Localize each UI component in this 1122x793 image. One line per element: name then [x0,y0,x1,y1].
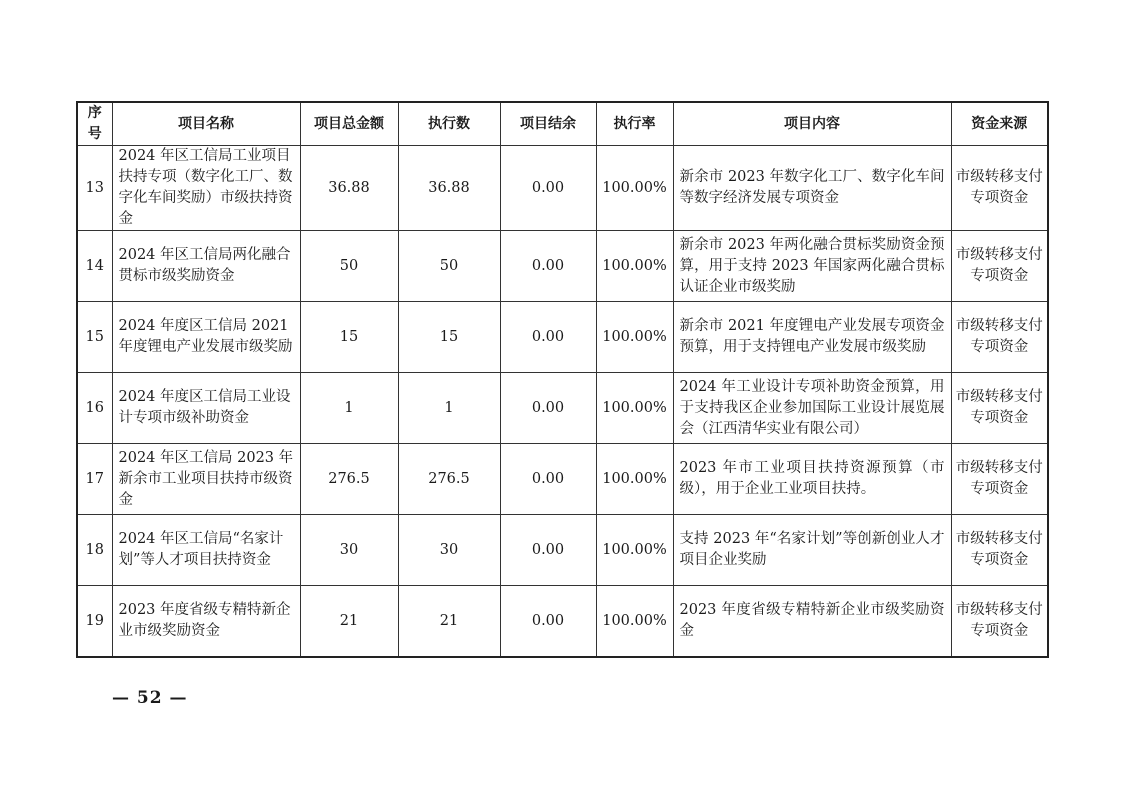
cell-rate: 100.00% [596,586,673,658]
cell-rate: 100.00% [596,444,673,515]
cell-total: 30 [300,515,398,586]
cell-content: 2024 年工业设计专项补助资金预算，用于支持我区企业参加国际工业设计展览展会（江西清华实业有限公司） [673,373,951,444]
table-header-row [77,102,1048,146]
cell-content: 支持 2023 年“名家计划”等创新创业人才项目企业奖励 [673,515,951,586]
table-row [77,515,1048,586]
cell-content: 2023 年度省级专精特新企业市级奖励资金 [673,586,951,658]
cell-total: 276.5 [300,444,398,515]
table-row [77,231,1048,302]
table-row [77,373,1048,444]
cell-total: 50 [300,231,398,302]
cell-source: 市级转移支付专项资金 [951,373,1048,444]
cell-balance: 0.00 [500,146,596,231]
cell-source: 市级转移支付专项资金 [951,302,1048,373]
budget-table-container [76,101,1047,658]
cell-seq: 15 [77,302,112,373]
cell-rate: 100.00% [596,231,673,302]
cell-rate: 100.00% [596,515,673,586]
cell-executed: 30 [398,515,500,586]
cell-total: 15 [300,302,398,373]
cell-source: 市级转移支付专项资金 [951,586,1048,658]
cell-balance: 0.00 [500,444,596,515]
cell-name: 2024 年度区工信局 2021 年度锂电产业发展市级奖励 [112,302,300,373]
table-row [77,302,1048,373]
cell-seq: 18 [77,515,112,586]
header-balance: 项目结余 [500,102,596,146]
cell-executed: 36.88 [398,146,500,231]
header-executed: 执行数 [398,102,500,146]
cell-seq: 17 [77,444,112,515]
table-row [77,586,1048,658]
cell-name: 2024 年区工信局 2023 年新余市工业项目扶持市级资金 [112,444,300,515]
cell-seq: 19 [77,586,112,658]
cell-content: 2023 年市工业项目扶持资源预算（市级），用于企业工业项目扶持。 [673,444,951,515]
header-source: 资金来源 [951,102,1048,146]
table-row [77,444,1048,515]
cell-rate: 100.00% [596,146,673,231]
cell-executed: 15 [398,302,500,373]
header-name: 项目名称 [112,102,300,146]
cell-balance: 0.00 [500,515,596,586]
cell-source: 市级转移支付专项资金 [951,515,1048,586]
header-seq: 序号 [77,102,112,146]
cell-executed: 1 [398,373,500,444]
project-execution-table [76,101,1049,658]
cell-total: 21 [300,586,398,658]
cell-executed: 50 [398,231,500,302]
cell-executed: 276.5 [398,444,500,515]
cell-seq: 14 [77,231,112,302]
header-content: 项目内容 [673,102,951,146]
table-row [77,146,1048,231]
page-number: — 52 — [112,688,188,708]
cell-balance: 0.00 [500,373,596,444]
cell-name: 2024 年区工信局“名家计划”等人才项目扶持资金 [112,515,300,586]
cell-name: 2024 年度区工信局工业设计专项市级补助资金 [112,373,300,444]
cell-content: 新余市 2023 年两化融合贯标奖励资金预算，用于支持 2023 年国家两化融合贯标认证企业市级奖励 [673,231,951,302]
header-total: 项目总金额 [300,102,398,146]
cell-source: 市级转移支付专项资金 [951,146,1048,231]
cell-content: 新余市 2021 年度锂电产业发展专项资金预算，用于支持锂电产业发展市级奖励 [673,302,951,373]
cell-balance: 0.00 [500,231,596,302]
header-rate: 执行率 [596,102,673,146]
cell-rate: 100.00% [596,373,673,444]
cell-seq: 13 [77,146,112,231]
cell-content: 新余市 2023 年数字化工厂、数字化车间等数字经济发展专项资金 [673,146,951,231]
cell-source: 市级转移支付专项资金 [951,231,1048,302]
cell-name: 2023 年度省级专精特新企业市级奖励资金 [112,586,300,658]
cell-executed: 21 [398,586,500,658]
cell-name: 2024 年区工信局工业项目扶持专项（数字化工厂、数字化车间奖励）市级扶持资金 [112,146,300,231]
cell-total: 36.88 [300,146,398,231]
cell-balance: 0.00 [500,302,596,373]
cell-total: 1 [300,373,398,444]
cell-balance: 0.00 [500,586,596,658]
cell-seq: 16 [77,373,112,444]
cell-source: 市级转移支付专项资金 [951,444,1048,515]
cell-name: 2024 年区工信局两化融合贯标市级奖励资金 [112,231,300,302]
cell-rate: 100.00% [596,302,673,373]
